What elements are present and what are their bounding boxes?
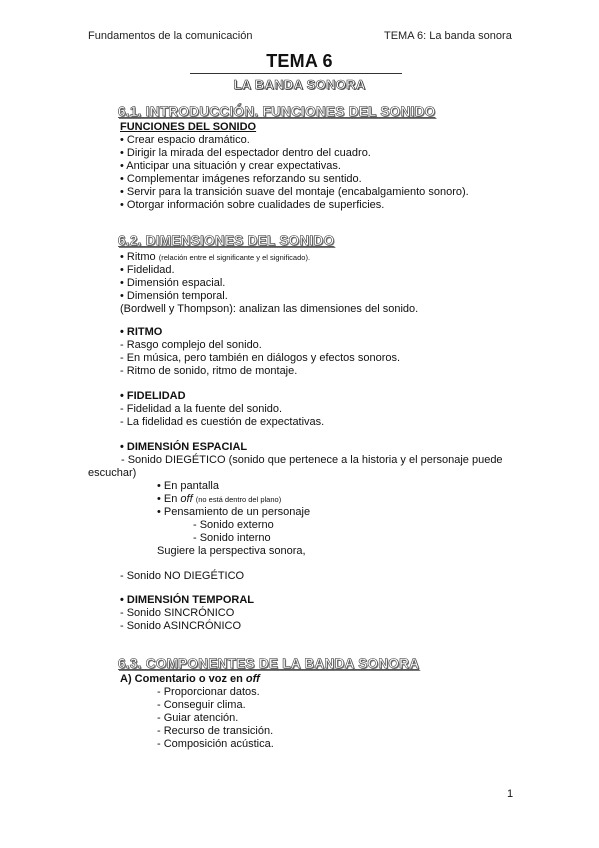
list-item: - Conseguir clima. [157, 699, 246, 711]
perspectiva-note: Sugiere la perspectiva sonora, [157, 545, 306, 557]
list-item: • Anticipar una situación y crear expectativas. [120, 160, 341, 172]
list-item: • Dimensión temporal. [120, 290, 228, 302]
page-number: 1 [507, 788, 514, 800]
en-off-prefix: • En [157, 493, 181, 505]
list-item: - Rasgo complejo del sonido. [120, 339, 262, 351]
list-item: - Ritmo de sonido, ritmo de montaje. [120, 365, 298, 377]
en-off-note: (no está dentro del plano) [195, 495, 282, 504]
list-item: • Dimensión espacial. [120, 277, 226, 289]
list-item [157, 493, 281, 506]
ritmo-lead: • Ritmo [120, 251, 156, 263]
list-item: - Proporcionar datos. [157, 686, 260, 698]
list-item: • Complementar imágenes reforzando su sentido. [120, 173, 362, 185]
list-item: • Pensamiento de un personaje [157, 506, 311, 518]
subheading-comentario [120, 673, 260, 686]
list-item: - Composición acústica. [157, 738, 274, 750]
list-item: • Crear espacio dramático. [120, 134, 250, 146]
espacial-heading: • DIMENSIÓN ESPACIAL [120, 441, 248, 453]
list-item: • Dirigir la mirada del espectador dentro del cuadro. [120, 147, 371, 159]
ritmo-note: (relación entre el significante y el significado). [158, 253, 311, 262]
diegetico-line: - Sonido DIEGÉTICO (sonido que pertenece a la historia y el personaje puede [121, 454, 503, 466]
temporal-heading: • DIMENSIÓN TEMPORAL [120, 594, 255, 606]
ritmo-heading: • RITMO [120, 326, 163, 338]
list-item: - La fidelidad es cuestión de expectativas. [120, 416, 325, 428]
section-heading-6-2: 6.2. DIMENSIONES DEL SONIDO [118, 233, 335, 248]
document-title: TEMA 6 [266, 51, 333, 71]
list-item: • Fidelidad. [120, 264, 175, 276]
list-item: - Fidelidad a la fuente del sonido. [120, 403, 283, 415]
list-item: - Sonido NO DIEGÉTICO [120, 570, 245, 582]
fidelidad-heading: • FIDELIDAD [120, 390, 186, 402]
title-rule [190, 73, 402, 74]
list-item: • Otorgar información sobre cualidades de superficies. [120, 199, 385, 211]
en-off-word: off [180, 493, 193, 505]
running-header-right: TEMA 6: La banda sonora [384, 30, 512, 42]
list-item: - Sonido externo [193, 519, 274, 531]
bordwell-note: (Bordwell y Thompson): analizan las dimensiones del sonido. [120, 303, 419, 315]
running-header-left: Fundamentos de la comunicación [88, 30, 253, 42]
diegetico-line-cont: escuchar) [88, 467, 137, 479]
list-item: - Recurso de transición. [157, 725, 274, 737]
list-item: - Sonido SINCRÓNICO [120, 607, 235, 619]
comentario-prefix: A) Comentario o voz en [120, 673, 246, 685]
list-item: - Sonido interno [193, 532, 271, 544]
section-heading-6-1: 6.1. INTRODUCCIÓN. FUNCIONES DEL SONIDO [118, 104, 436, 119]
list-item: • En pantalla [157, 480, 219, 492]
list-item: - En música, pero también en diálogos y efectos sonoros. [120, 352, 401, 364]
document-subtitle: LA BANDA SONORA [233, 77, 366, 92]
list-item [120, 251, 310, 264]
subheading-funciones: FUNCIONES DEL SONIDO [120, 121, 257, 133]
list-item: - Sonido ASINCRÓNICO [120, 620, 242, 632]
section-heading-6-3: 6.3. COMPONENTES DE LA BANDA SONORA [118, 656, 420, 671]
list-item: - Guiar atención. [157, 712, 239, 724]
comentario-off: off [245, 673, 260, 685]
list-item: • Servir para la transición suave del montaje (encabalgamiento sonoro). [120, 186, 469, 198]
